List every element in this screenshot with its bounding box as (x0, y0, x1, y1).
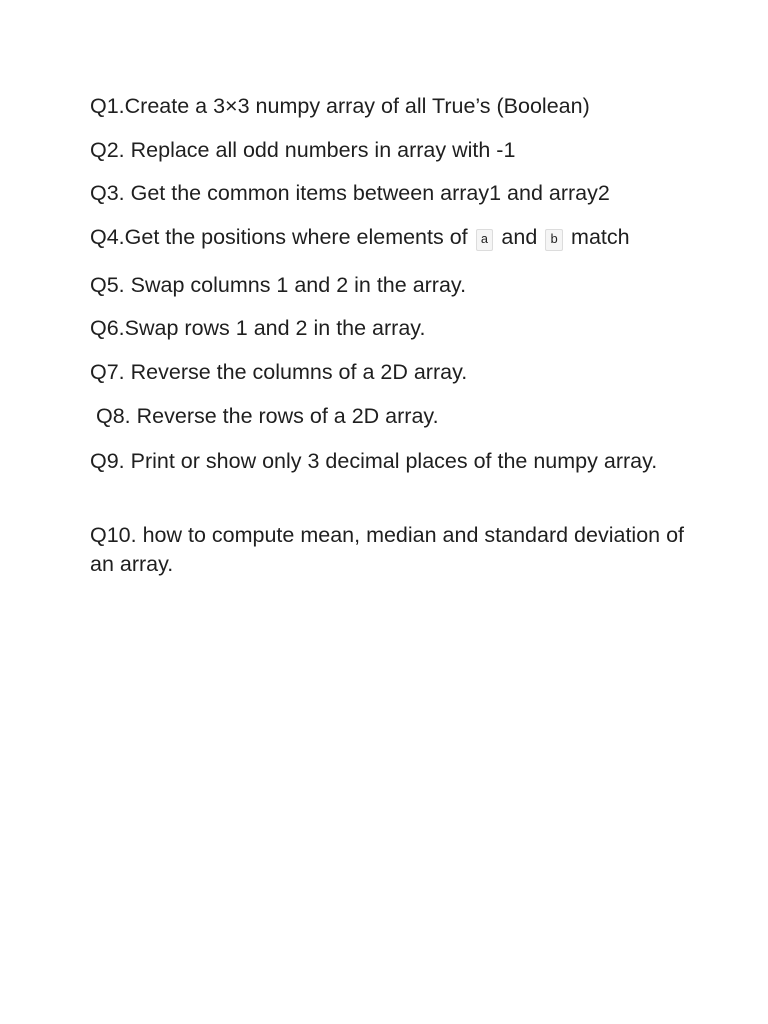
question-10: Q10. how to compute mean, median and standard deviation of an array. (90, 523, 685, 576)
question-7: Q7. Reverse the columns of a 2D array. (90, 360, 468, 384)
question-2: Q2. Replace all odd numbers in array with -1 (90, 138, 516, 162)
question-4-middle: and (495, 225, 544, 249)
question-9: Q9. Print or show only 3 decimal places of the numpy array. (90, 449, 658, 473)
question-4-suffix: match (565, 225, 630, 249)
question-5: Q5. Swap columns 1 and 2 in the array. (90, 273, 467, 297)
question-4-prefix: Q4.Get the positions where elements of (90, 225, 474, 249)
question-6: Q6.Swap rows 1 and 2 in the array. (90, 316, 426, 340)
question-1: Q1.Create a 3×3 numpy array of all True’s (Boolean) (90, 94, 590, 118)
code-snippet-b: b (545, 229, 563, 251)
question-4 (90, 223, 690, 252)
question-3: Q3. Get the common items between array1 and array2 (90, 181, 610, 205)
code-snippet-a: a (476, 229, 494, 251)
question-8: Q8. Reverse the rows of a 2D array. (96, 404, 439, 428)
